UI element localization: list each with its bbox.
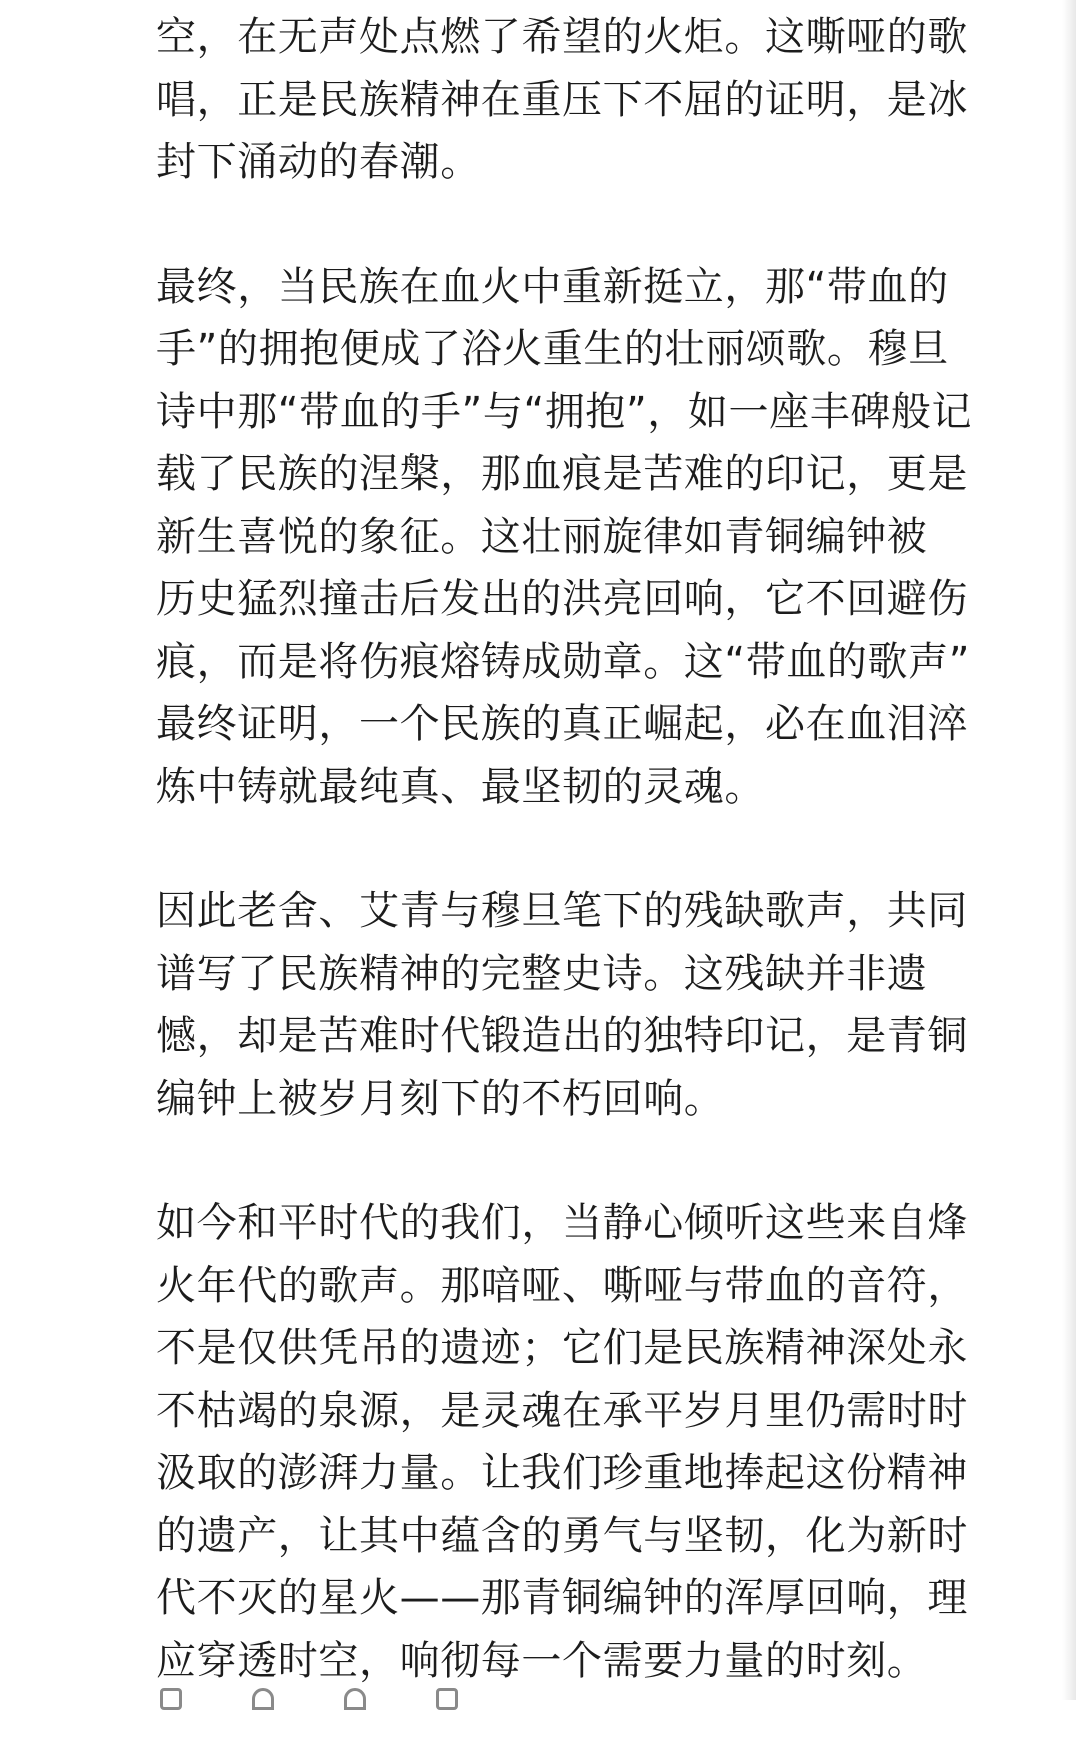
text-line: 的遗产，让其中蕴含的勇气与坚韧，化为新时: [156, 1512, 968, 1559]
text-line: 谱写了民族精神的完整史诗。这残缺并非遗: [156, 950, 928, 997]
text-line: 不枯竭的泉源，是灵魂在承平岁月里仍需时时: [156, 1387, 968, 1434]
edge-shadow: [1062, 0, 1076, 1700]
paragraph: [156, 1192, 1046, 1692]
text-line: 因此老舍、艾青与穆旦笔下的残缺歌声，共同: [156, 888, 968, 934]
text-line: 载了民族的涅槃，那血痕是苦难的印记，更是: [156, 451, 968, 497]
text-line: 历史猛烈撞击后发出的洪亮回响，它不回避伤: [156, 576, 968, 622]
text-line: 不是仅供凭吊的遗迹；它们是民族精神深处永: [156, 1325, 968, 1371]
text-line: 火年代的歌声。那喑哑、嘶哑与带血的音符，: [156, 1262, 968, 1309]
text-line: 憾，却是苦难时代锻造出的独特印记，是青铜: [156, 1013, 968, 1059]
message-toolbar: [156, 1684, 456, 1704]
text-line: 最终，当民族在血火中重新挺立，那“带血的: [156, 263, 949, 310]
paragraph: [156, 880, 1046, 1130]
paragraph: [156, 256, 1046, 819]
text-line: 最终证明，一个民族的真正崛起，必在血泪淬: [156, 701, 968, 747]
copy-icon[interactable]: [160, 1688, 182, 1710]
text-line: 炼中铸就最纯真、最坚韧的灵魂。: [156, 763, 765, 810]
dislike-icon[interactable]: [344, 1688, 366, 1710]
text-line: 编钟上被岁月刻下的不朽回响。: [156, 1075, 725, 1122]
text-line: 诗中那“带血的手”与“拥抱”，如一座丰碑般记: [156, 388, 973, 435]
like-icon[interactable]: [252, 1688, 274, 1710]
article-body: [156, 6, 1046, 1754]
text-line: 新生喜悦的象征。这壮丽旋律如青铜编钟被: [156, 513, 928, 560]
text-line: 封下涌动的春潮。: [156, 139, 481, 185]
text-line: 如今和平时代的我们，当静心倾听这些来自烽: [156, 1200, 968, 1246]
text-line: 唱，正是民族精神在重压下不屈的证明，是冰: [156, 76, 968, 123]
text-line: 汲取的澎湃力量。让我们珍重地捧起这份精神: [156, 1450, 968, 1496]
paragraph: [156, 6, 1046, 194]
text-line: 手”的拥抱便成了浴火重生的壮丽颂歌。穆旦: [156, 326, 949, 372]
text-line: 应穿透时空，响彻每一个需要力量的时刻。: [156, 1637, 928, 1684]
share-icon[interactable]: [436, 1688, 458, 1710]
text-line: 空，在无声处点燃了希望的火炬。这嘶哑的歌: [156, 14, 968, 60]
text-line: 代不灭的星火——那青铜编钟的浑厚回响，理: [156, 1575, 968, 1621]
text-line: 痕，而是将伤痕熔铸成勋章。这“带血的歌声”: [156, 638, 971, 685]
